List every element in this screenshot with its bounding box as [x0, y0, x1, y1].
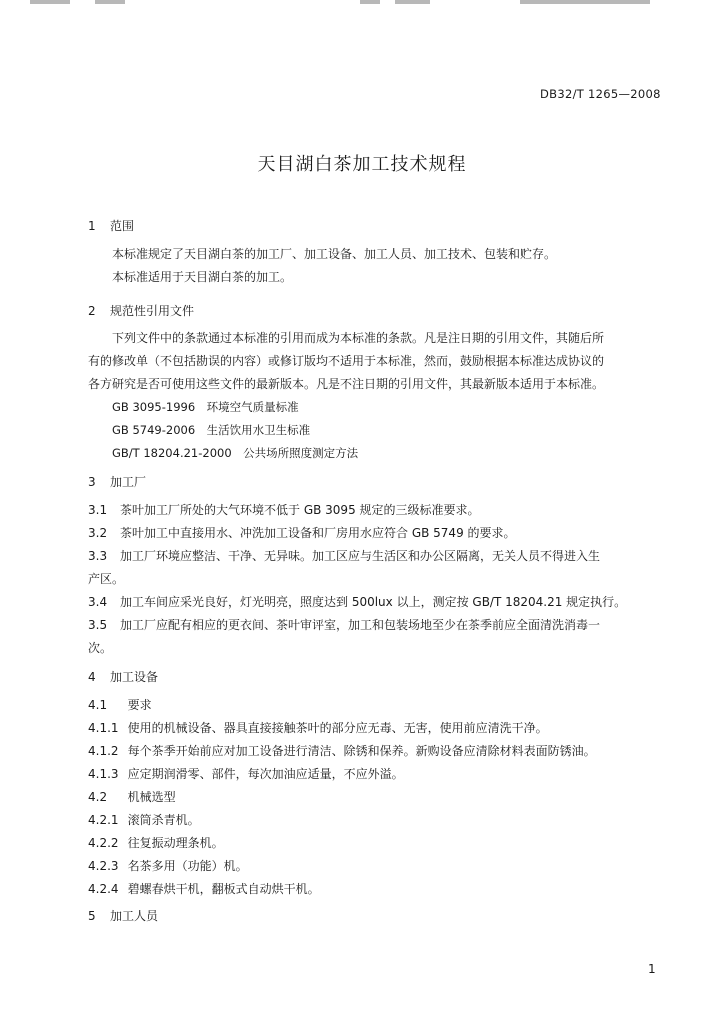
section-2-body: [88, 327, 654, 396]
page-title: 天目湖白茶加工技术规程: [257, 154, 467, 175]
clause: 4.2.2 往复振动理条机。: [88, 836, 224, 850]
clause: 4.2.4 碧螺春烘干机，翻板式自动烘干机。: [88, 882, 320, 896]
clause: 3.5 加工厂应配有相应的更衣间、茶叶审评室，加工和包装场地至少在茶季前应全面清洗消毒一: [88, 618, 601, 632]
clause: 4.1.3 应定期润滑零、部件，每次加油应适量，不应外溢。: [88, 767, 404, 781]
section-heading-2: 2 规范性引用文件: [88, 304, 195, 318]
paragraph-line: 下列文件中的条款通过本标准的引用而成为本标准的条款。凡是注日期的引用文件，其随后所: [112, 331, 605, 345]
section-heading-5: 5 加工人员: [88, 909, 159, 923]
paragraph-line: 有的修改单（不包括勘误的内容）或修订版均不适用于本标准，然而，鼓励根据本标准达成协议的: [88, 354, 605, 368]
section-heading-4: 4 加工设备: [88, 670, 159, 684]
paragraph-line: 各方研究是否可使用这些文件的最新版本。凡是不注日期的引用文件，其最新版本适用于本标准。: [88, 377, 605, 391]
paragraph-line: 本标准规定了天目湖白茶的加工厂、加工设备、加工人员、加工技术、包装和贮存。: [112, 247, 557, 261]
paragraph-line: 本标准适用于天目湖白茶的加工。: [112, 270, 293, 284]
section-heading-1: 1 范围: [88, 219, 135, 233]
reference-item: GB 5749-2006 生活饮用水卫生标准: [112, 423, 311, 437]
section-heading-3: 3 加工厂: [88, 475, 147, 489]
section-1-body: [88, 243, 654, 289]
section-4-body: [88, 694, 658, 901]
clause: 3.4 加工车间应采光良好，灯光明亮，照度达到 500lux 以上，测定按 GB/T 18204.21 规定执行。: [88, 595, 627, 609]
reference-list: [112, 396, 358, 465]
clause: 4.1.1 使用的机械设备、器具直接接触茶叶的部分应无毒、无害，使用前应清洗干净。: [88, 721, 548, 735]
page-number: 1: [648, 962, 656, 976]
clause: 3.2 茶叶加工中直接用水、冲洗加工设备和厂房用水应符合 GB 5749 的要求。: [88, 526, 516, 540]
clause: 4.2 机械选型: [88, 790, 176, 804]
clause: 4.1 要求: [88, 698, 152, 712]
scan-top-edge: [0, 0, 724, 6]
doc-number: DB32/T 1265—2008: [540, 87, 661, 101]
clause: 4.1.2 每个茶季开始前应对加工设备进行清洁、除锈和保养。新购设备应清除材料表面防锈油。: [88, 744, 596, 758]
clause: 3.3 加工厂环境应整洁、干净、无异味。加工区应与生活区和办公区隔离，无关人员不得进入生: [88, 549, 601, 563]
reference-item: GB/T 18204.21-2000 公共场所照度测定方法: [112, 446, 359, 460]
reference-item: GB 3095-1996 环境空气质量标准: [112, 400, 299, 414]
section-3-body: [88, 499, 658, 660]
clause: 4.2.1 滚筒杀青机。: [88, 813, 200, 827]
clause-continuation: 产区。: [88, 572, 125, 586]
clause-continuation: 次。: [88, 641, 113, 655]
clause: 3.1 茶叶加工厂所处的大气环境不低于 GB 3095 规定的三级标准要求。: [88, 503, 480, 517]
clause: 4.2.3 名茶多用（功能）机。: [88, 859, 248, 873]
